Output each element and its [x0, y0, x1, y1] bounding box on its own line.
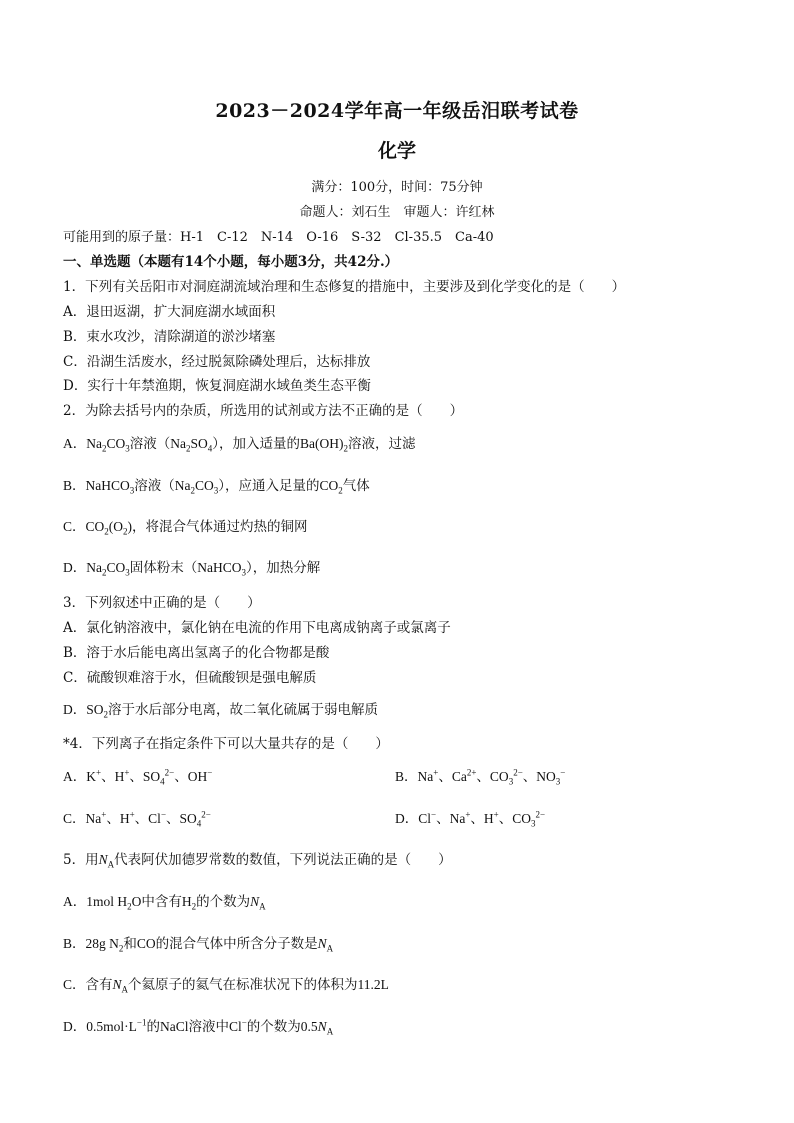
- q4-option-c: C．Na+、H+、Cl−、$SO_4^{2-}$: [63, 809, 211, 829]
- q1-option-d: D．实行十年禁渔期，恢复洞庭湖水域鱼类生态平衡: [63, 378, 371, 394]
- q5-option-b: B．28g $N_2$和CO的混合气体中所含分子数是$N_A$: [63, 936, 334, 954]
- q4-option-a: A．K+、H+、$SO_4^{2-}$、OH−: [63, 767, 213, 787]
- q3-option-a: A．氯化钠溶液中，氯化钠在电流的作用下电离成钠离子或氯离子: [63, 620, 451, 636]
- q2-option-d: D．$Na_2CO_3$固体粉末（NaHCO$_3$），加热分解: [63, 560, 321, 578]
- q2-option-b: B．NaHCO$_3$溶液$(Na_2CO_3)$，应通入足量的$CO_2$气体: [63, 478, 370, 496]
- q3-option-c: C．硫酸钡难溶于水，但硫酸钡是强电解质: [63, 670, 317, 686]
- atomic-masses: 可能用到的原子量：H-1 C-12 N-14 O-16 S-32 Cl-35.5 Ca-40: [63, 230, 494, 245]
- score-time: 满分：100分，时间：75分钟: [311, 180, 483, 195]
- q1-stem: 1．下列有关岳阳市对洞庭湖流域治理和生态修复的措施中，主要涉及到化学变化的是（ ）: [63, 279, 626, 295]
- q3-stem: 3．下列叙述中正确的是（ ）: [63, 595, 261, 611]
- q5-option-d: D．$0.5mol\cdot L^{-1}$的NaCl溶液中Cl−的个数为$0.5N_A$: [63, 1017, 334, 1037]
- q2-option-a: A．$Na_2CO_3$溶液$(Na_2SO_4)$，加入适量的$Ba(OH)_2$溶液，过滤: [63, 436, 416, 454]
- exam-title: 2023－2024学年高一年级岳汨联考试卷: [215, 100, 579, 122]
- q2-option-c: C．$CO_2(O_2)$，将混合气体通过灼热的铜网: [63, 519, 308, 537]
- q4-option-b: B．Na+、$Ca^{2+}$、$CO_3^{2-}$、$NO_3^-$: [395, 767, 566, 787]
- q5-option-c: C．含有$N_A$个氦原子的氦气在标准状况下的体积为11.2L: [63, 977, 389, 995]
- q1-option-c: C．沿湖生活废水，经过脱氮除磷处理后，达标排放: [63, 354, 371, 370]
- q3-option-b: B．溶于水后能电离出氢离子的化合物都是酸: [63, 645, 330, 661]
- section-heading: 一、单选题（本题有14个小题，每小题3分，共42分.）: [63, 254, 399, 270]
- exam-subject: 化学: [377, 140, 416, 162]
- q5-stem: 5．用$N_A$代表阿伏加德罗常数的数值，下列说法正确的是（ ）: [63, 852, 452, 870]
- q4-stem: *4．下列离子在指定条件下可以大量共存的是（ ）: [63, 736, 389, 752]
- q2-stem: 2．为除去括号内的杂质，所选用的试剂或方法不正确的是（ ）: [63, 403, 464, 419]
- q5-option-a: A．1mol $H_2O$中含有$H_2$的个数为$N_A$: [63, 894, 266, 912]
- q4-option-d: D．Cl−、Na+、H+、$CO_3^{2-}$: [395, 809, 546, 829]
- q1-option-b: B．束水攻沙，清除湖道的淤沙堵塞: [63, 329, 276, 345]
- authors: 命题人：刘石生 审题人：许红林: [299, 205, 495, 220]
- q1-option-a: A．退田返湖，扩大洞庭湖水域面积: [63, 304, 276, 320]
- q3-option-d: D．$SO_2$溶于水后部分电离，故二氧化硫属于弱电解质: [63, 702, 379, 720]
